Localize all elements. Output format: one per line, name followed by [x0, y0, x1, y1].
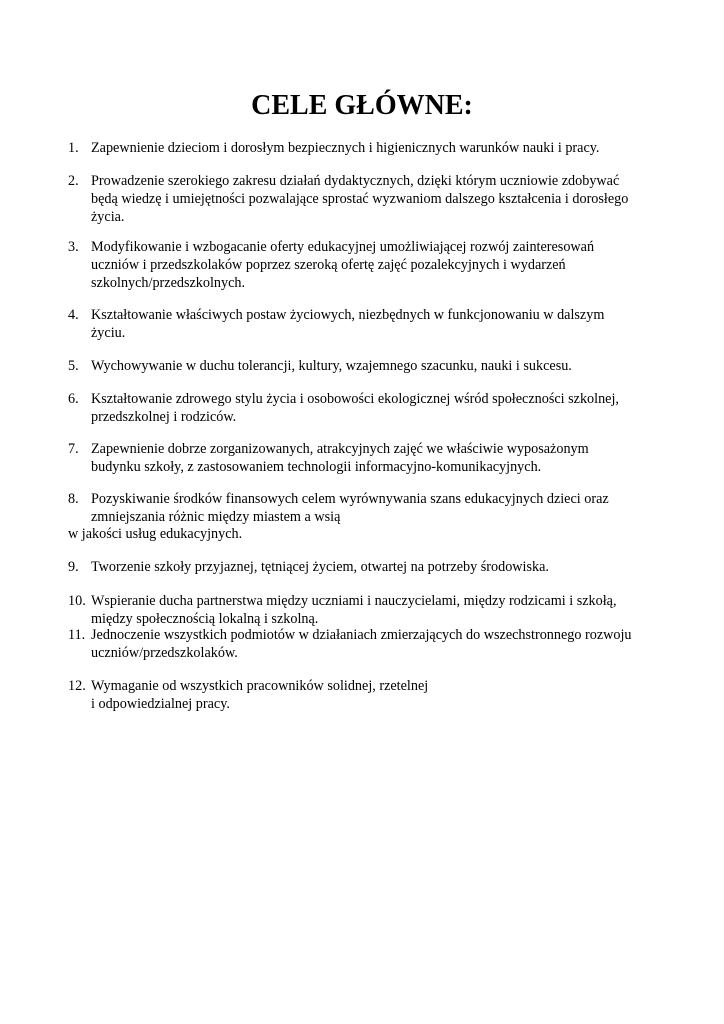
- goal-text-line: Pozyskiwanie środków finansowych celem wyrównywania szans edukacyjnych dzieci oraz: [91, 491, 609, 507]
- goal-number: 8.: [68, 491, 79, 507]
- goal-item-4: [68, 306, 658, 342]
- goal-text-line: Zapewnienie dobrze zorganizowanych, atrakcyjnych zajęć we właściwie wyposażonym: [91, 441, 589, 457]
- goal-text-line: życia.: [91, 209, 125, 225]
- goal-number: 4.: [68, 307, 79, 323]
- goal-number: 9.: [68, 559, 79, 575]
- goal-text-line: Wychowywanie w duchu tolerancji, kultury, wzajemnego szacunku, nauki i sukcesu.: [91, 358, 572, 374]
- goal-text-line: Wspieranie ducha partnerstwa między uczniami i nauczycielami, między rodzicami i szkołą,: [91, 593, 617, 609]
- goal-number: 10.: [68, 593, 86, 609]
- goal-number: 7.: [68, 441, 79, 457]
- goal-number: 1.: [68, 140, 79, 156]
- goal-number: 11.: [68, 627, 86, 643]
- goal-item-2: [68, 172, 658, 226]
- goal-item-1: [68, 139, 658, 157]
- goal-text-line: zmniejszania różnic między miastem a wsią: [91, 509, 341, 525]
- goal-number: 2.: [68, 173, 79, 189]
- goal-text-line: Kształtowanie właściwych postaw życiowych, niezbędnych w funkcjonowaniu w dalszym: [91, 307, 605, 323]
- goal-text-line: między społecznością lokalną i szkolną.: [91, 611, 319, 627]
- goal-text-line: budynku szkoły, z zastosowaniem technologii informacyjno-komunikacyjnych.: [91, 459, 542, 475]
- goal-number: 6.: [68, 391, 79, 407]
- goal-text-line: Tworzenie szkoły przyjaznej, tętniącej życiem, otwartej na potrzeby środowiska.: [91, 559, 549, 575]
- goal-item-7: [68, 440, 658, 476]
- goal-text-line: przedszkolnej i rodziców.: [91, 409, 237, 425]
- goal-item-8: [68, 490, 658, 526]
- goal-item-8-continuation: [68, 525, 658, 543]
- goal-number: 5.: [68, 358, 79, 374]
- goal-text-line: i odpowiedzialnej pracy.: [91, 696, 230, 712]
- goal-text-line: będą wiedzę i umiejętności pozwalające sprostać wyzwaniom dalszego kształcenia i dorosłego: [91, 191, 629, 207]
- goal-item-3: [68, 238, 658, 292]
- goal-text-line: Jednoczenie wszystkich podmiotów w działaniach zmierzających do wszechstronnego rozwoju: [91, 627, 632, 643]
- goal-text-line: Wymaganie od wszystkich pracowników solidnej, rzetelnej: [91, 678, 429, 694]
- goal-item-9: [68, 558, 658, 576]
- goal-item-12: [68, 677, 658, 713]
- goal-text-line: w jakości usług edukacyjnych.: [68, 526, 243, 542]
- goal-number: 3.: [68, 239, 79, 255]
- goal-item-5: [68, 357, 658, 375]
- goal-item-6: [68, 390, 658, 426]
- goal-text-line: Modyfikowanie i wzbogacanie oferty edukacyjnej umożliwiającej rozwój zainteresowań: [91, 239, 595, 255]
- goal-number: 12.: [68, 678, 86, 694]
- goal-text-line: szkolnych/przedszkolnych.: [91, 275, 246, 291]
- goal-text-line: życiu.: [91, 325, 126, 341]
- goal-text-line: Kształtowanie zdrowego stylu życia i osobowości ekologicznej wśród społeczności szkolnej,: [91, 391, 619, 407]
- goal-text-line: Zapewnienie dzieciom i dorosłym bezpiecznych i higienicznych warunków nauki i pracy.: [91, 140, 600, 156]
- goal-item-10: [68, 592, 658, 628]
- goal-text-line: uczniów/przedszkolaków.: [91, 645, 238, 661]
- goal-item-11: [68, 626, 658, 662]
- goal-text-line: uczniów i przedszkolaków poprzez szeroką ofertę zajęć pozalekcyjnych i wydarzeń: [91, 257, 566, 273]
- page-title: CELE GŁÓWNE:: [251, 90, 473, 121]
- goal-text-line: Prowadzenie szerokiego zakresu działań dydaktycznych, dzięki którym uczniowie zdobywać: [91, 173, 620, 189]
